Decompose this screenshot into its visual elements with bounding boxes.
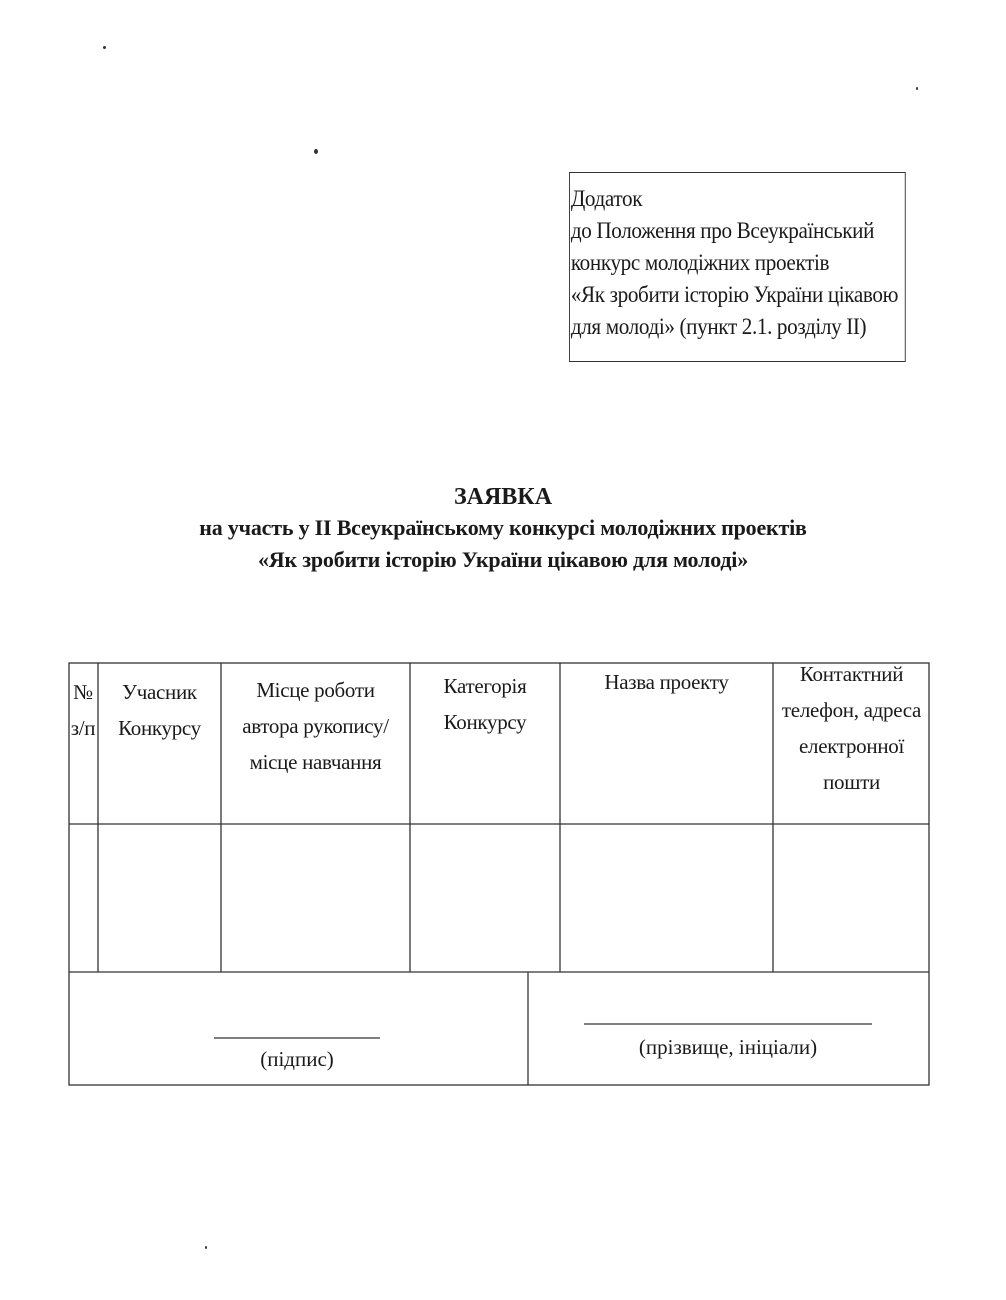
document-title: ЗАЯВКА	[453, 484, 553, 510]
header-line: електронної	[799, 734, 904, 758]
header-line: Категорія	[443, 674, 527, 698]
header-line: Контактний	[799, 662, 904, 686]
header-cell-contact	[773, 656, 930, 800]
signature-label: (підпис)	[260, 1047, 334, 1071]
header-cell-participant	[98, 674, 221, 746]
addendum-line: Додаток	[570, 186, 643, 211]
header-cell-number	[68, 674, 98, 746]
addendum-line: «Як зробити історію України цікавою	[570, 282, 899, 307]
table-cell-number[interactable]	[69, 825, 98, 972]
addendum-line: конкурс молодіжних проектів	[570, 250, 830, 275]
header-cell-workplace	[221, 672, 410, 780]
header-line: Учасник	[122, 680, 197, 704]
addendum-line: до Положення про Всеукраїнський	[570, 218, 875, 243]
scan-speck	[205, 1246, 207, 1249]
header-line: телефон, адреса	[781, 698, 922, 722]
name-initials-label: (прізвище, ініціали)	[638, 1035, 818, 1059]
header-line: Місце роботи	[256, 678, 375, 702]
scan-speck	[103, 46, 106, 49]
application-form-table	[68, 662, 930, 1086]
header-cell-category	[410, 668, 560, 740]
addendum-box	[569, 172, 906, 362]
document-subtitle: на участь у ІІ Всеукраїнському конкурсі молодіжних проектів	[199, 515, 807, 540]
header-line: Конкурсу	[443, 710, 527, 734]
table-cell-project-name[interactable]	[561, 825, 773, 972]
scan-speck	[314, 149, 318, 154]
table-cell-workplace[interactable]	[222, 825, 410, 972]
header-line: автора рукопису/	[242, 714, 389, 738]
header-cell-project-name	[560, 664, 773, 700]
application-heading	[0, 482, 1006, 576]
header-line: №	[73, 680, 93, 704]
header-line: пошти	[823, 770, 880, 794]
header-line: Конкурсу	[118, 716, 201, 740]
header-line: Назва проекту	[604, 670, 729, 694]
scan-speck	[916, 87, 918, 90]
header-line: місце навчання	[249, 750, 382, 774]
addendum-line: для молоді» (пункт 2.1. розділу ІІ)	[570, 314, 867, 339]
header-line: з/п	[70, 716, 96, 740]
table-cell-participant[interactable]	[99, 825, 221, 972]
table-cell-category[interactable]	[411, 825, 560, 972]
contest-name: «Як зробити історію України цікавою для молоді»	[257, 547, 749, 572]
table-cell-contact[interactable]	[774, 825, 929, 972]
